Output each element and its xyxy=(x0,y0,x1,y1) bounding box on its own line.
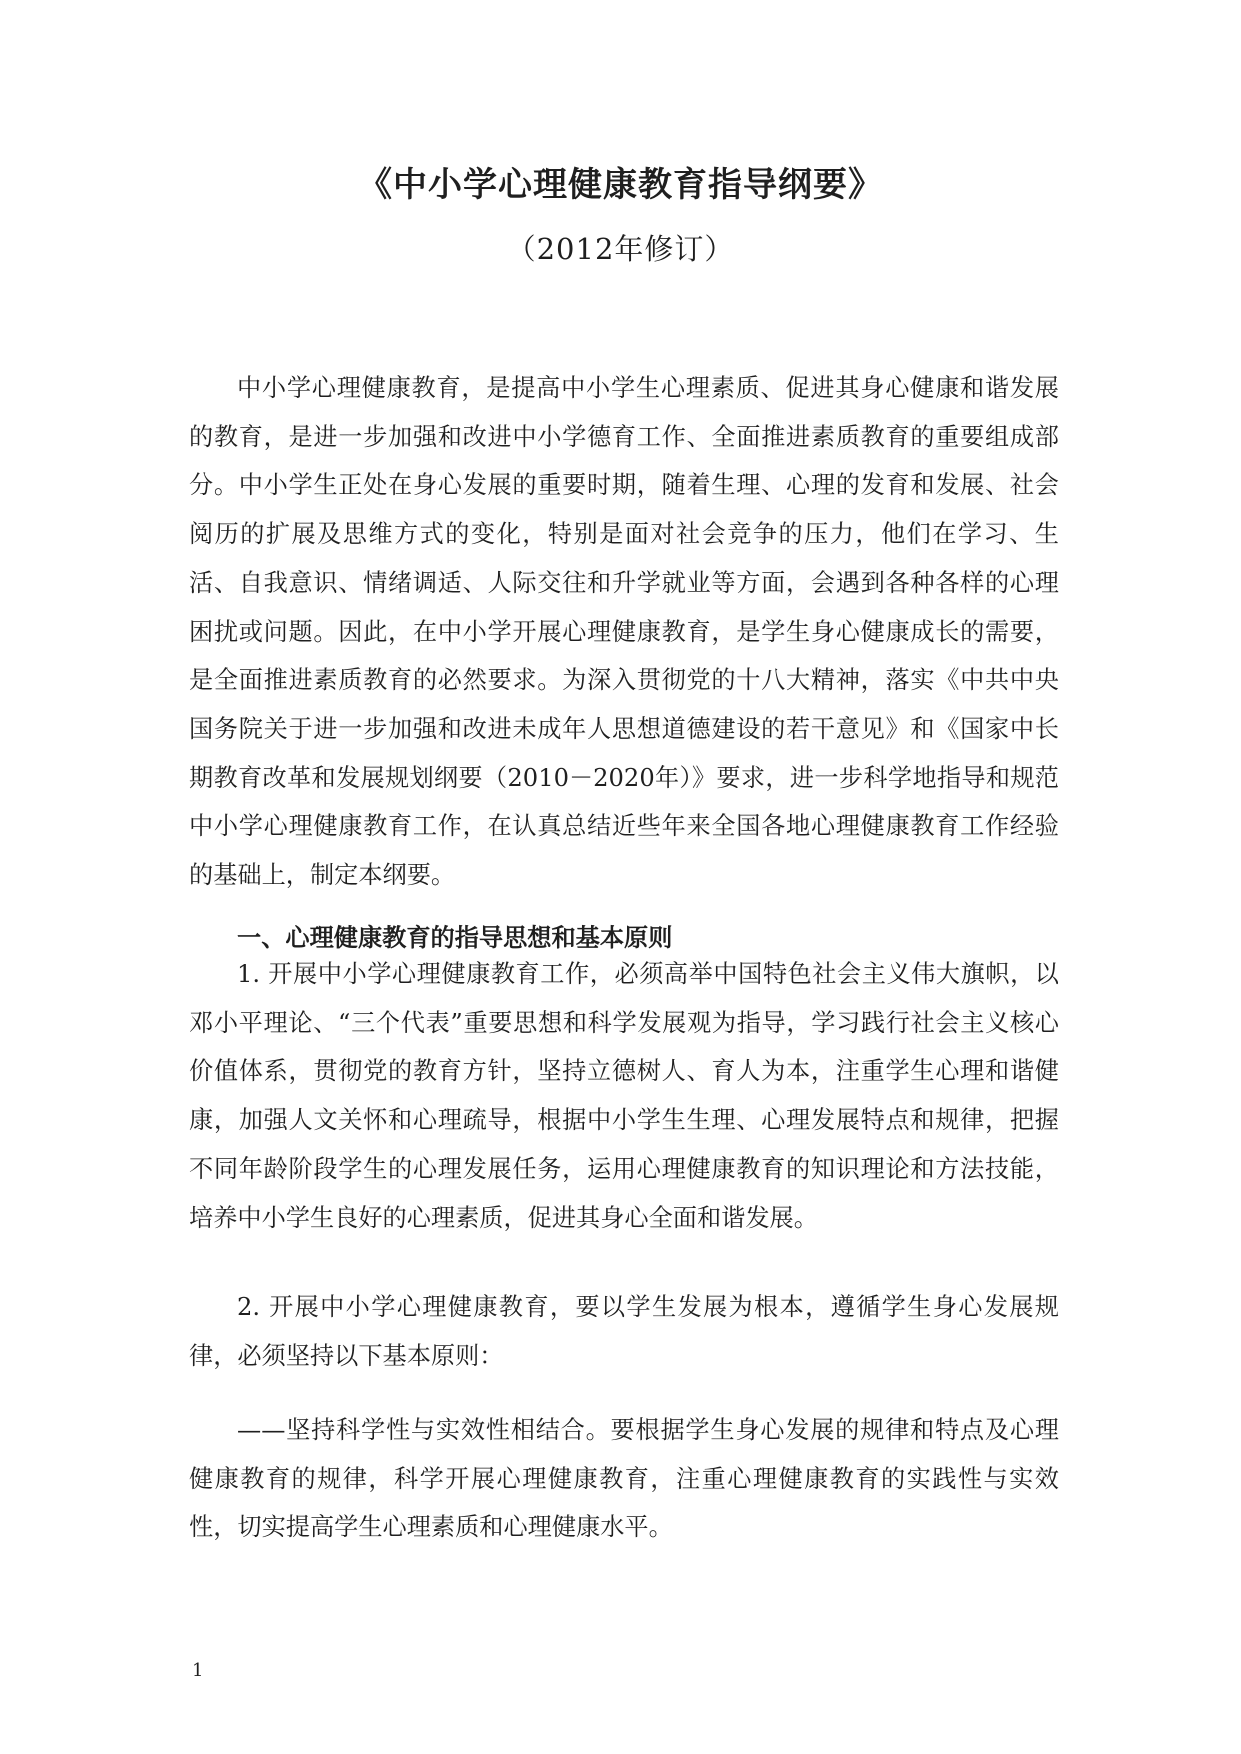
document-subtitle: （2012年修订） xyxy=(506,232,735,266)
guiding-principle-item-1: 1. 开展中小学心理健康教育工作，必须高举中国特色社会主义伟大旗帜，以邓小平理论、“三个代表”重要思想和科学发展观为指导，学习践行社会主义核心价值体系，贯彻党的教育方针，坚持立德树人、育人为本，注重学生心理和谐健康，加强人文关怀和心理疏导，根据中小学生生理、心理发展特点和规律，把握不同年龄阶段学生的心理发展任务，运用心理健康教育的知识理论和方法技能，培养中小学生良好的心理素质，促进其身心全面和谐发展。 xyxy=(189,960,1059,1232)
guiding-principle-item-2: 2. 开展中小学心理健康教育，要以学生发展为根本，遵循学生身心发展规律，必须坚持以下基本原则： xyxy=(189,1293,1059,1370)
basic-principle-1: ——坚持科学性与实效性相结合。要根据学生身心发展的规律和特点及心理健康教育的规律，科学开展心理健康教育，注重心理健康教育的实践性与实效性，切实提高学生心理素质和心理健康水平。 xyxy=(189,1416,1059,1542)
section-heading: 一、心理健康教育的指导思想和基本原则 xyxy=(237,924,673,952)
intro-paragraph: 中小学心理健康教育，是提高中小学生心理素质、促进其身心健康和谐发展的教育，是进一步加强和改进中小学德育工作、全面推进素质教育的重要组成部分。中小学生正处在身心发展的重要时期，随着生理、心理的发育和发展、社会阅历的扩展及思维方式的变化，特别是面对社会竞争的压力，他们在学习、生活、自我意识、情绪调适、人际交往和升学就业等方面，会遇到各种各样的心理困扰或问题。因此，在中小学开展心理健康教育，是学生身心健康成长的需要，是全面推进素质教育的必然要求。为深入贯彻党的十八大精神，落实《中共中央国务院关于进一步加强和改进未成年人思想道德建设的若干意见》和《国家中长期教育改革和发展规划纲要（2010－2020年）》要求，进一步科学地指导和规范中小学心理健康教育工作，在认真总结近些年来全国各地心理健康教育工作经验的基础上，制定本纲要。 xyxy=(189,374,1059,890)
page-number: 1 xyxy=(192,1660,204,1681)
document-title: 《中小学心理健康教育指导纲要》 xyxy=(358,165,883,205)
